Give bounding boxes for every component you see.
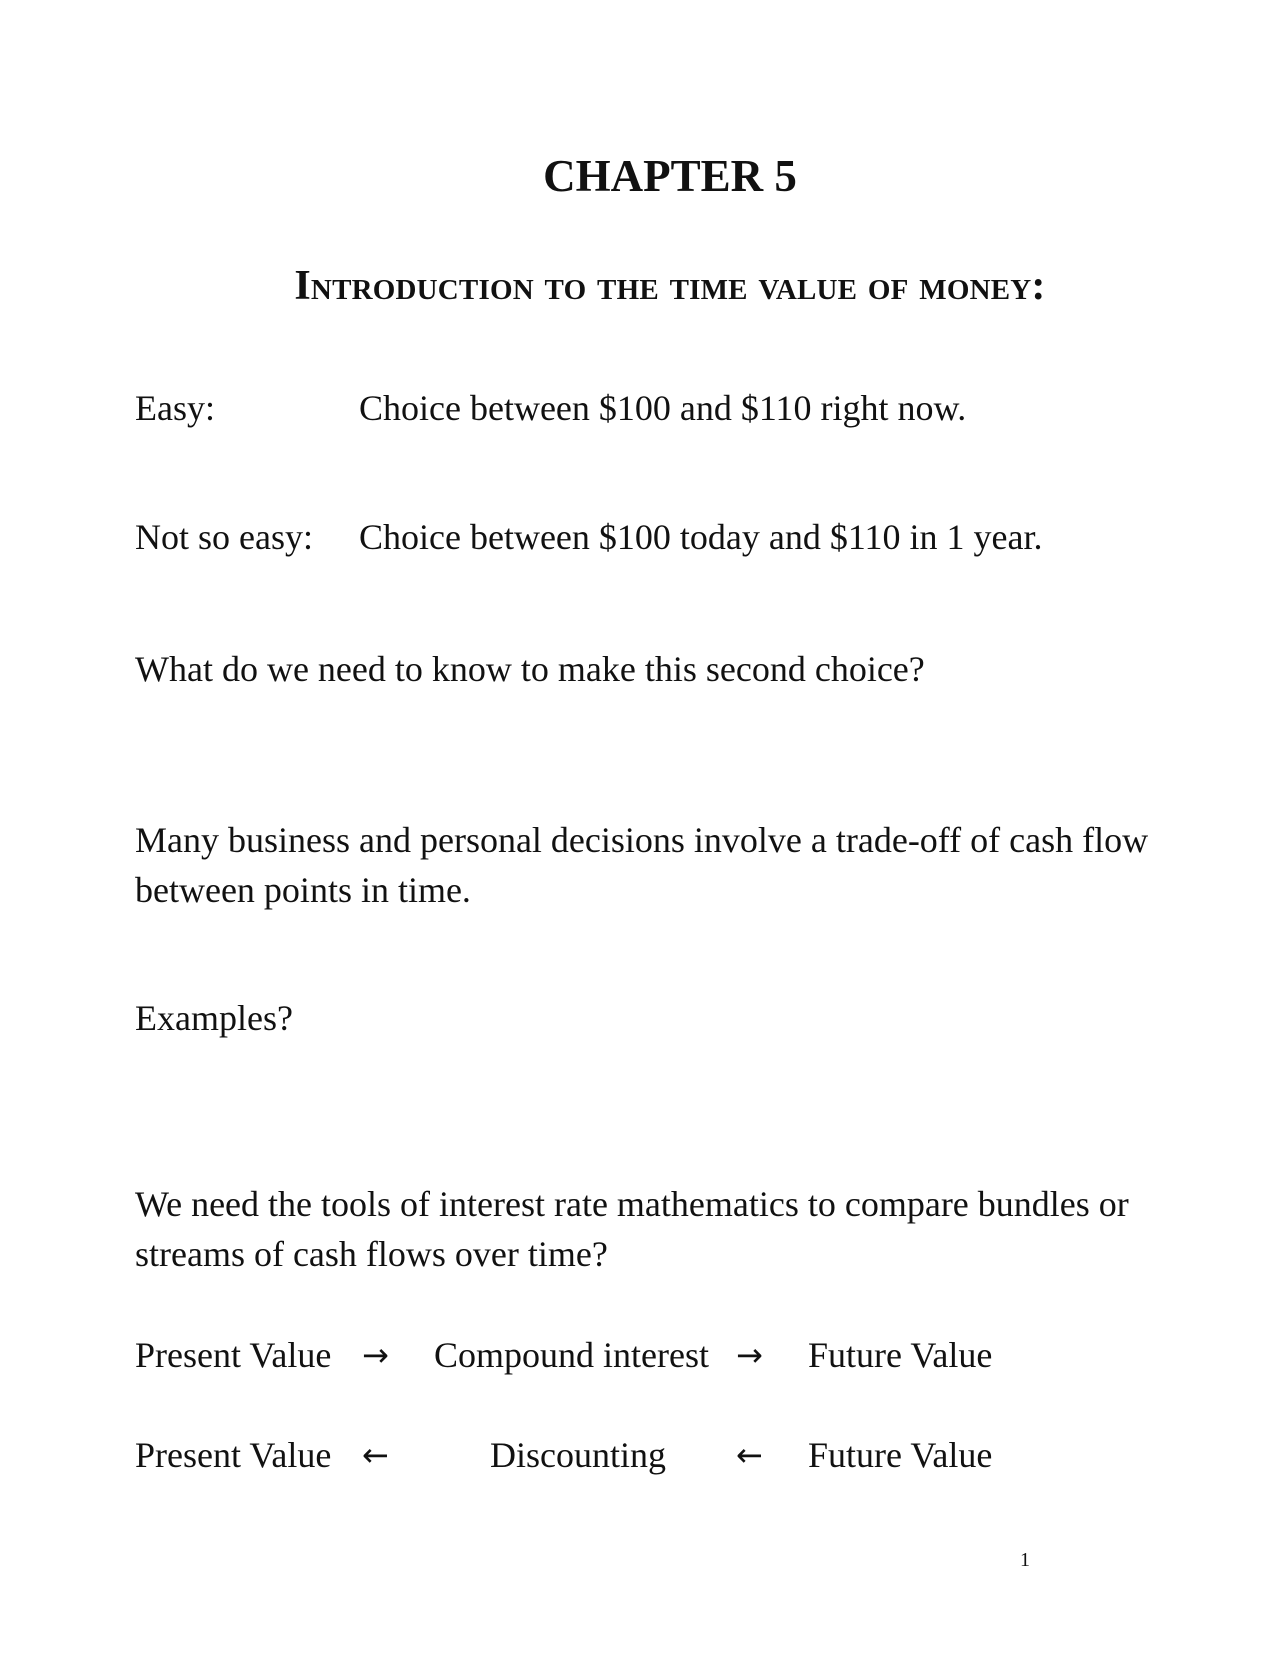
flow-compounding-from: Present Value — [135, 1335, 332, 1375]
chapter-subtitle: Introduction to the time value of money: — [294, 263, 1046, 309]
page-number: 1 — [1020, 1549, 1030, 1571]
flow-discounting-process: Discounting — [490, 1435, 666, 1475]
paragraph-tools: We need the tools of interest rate mathematics to compare bundles or streams of cash flows over time? — [135, 1184, 1129, 1274]
paragraph-tradeoff: Many business and personal decisions involve a trade-off of cash flow between points in time. — [135, 820, 1149, 910]
right-arrow-icon: → — [362, 1336, 389, 1374]
examples-prompt: Examples? — [135, 998, 293, 1038]
flow-compounding-to: Future Value — [808, 1335, 993, 1375]
choice-label-not-so-easy: Not so easy: — [135, 517, 313, 557]
question-second-choice: What do we need to know to make this second choice? — [135, 649, 925, 689]
choice-text-easy: Choice between $100 and $110 right now. — [359, 388, 967, 428]
left-arrow-icon: ← — [362, 1436, 389, 1474]
left-arrow-icon: ← — [736, 1436, 763, 1474]
right-arrow-icon: → — [736, 1336, 763, 1374]
flow-discounting-to: Future Value — [808, 1435, 993, 1475]
choice-text-not-so-easy: Choice between $100 today and $110 in 1 year. — [359, 517, 1043, 557]
chapter-title: CHAPTER 5 — [543, 151, 797, 201]
flow-compounding-process: Compound interest — [434, 1335, 709, 1375]
choice-label-easy: Easy: — [135, 388, 215, 428]
flow-discounting-from: Present Value — [135, 1435, 332, 1475]
